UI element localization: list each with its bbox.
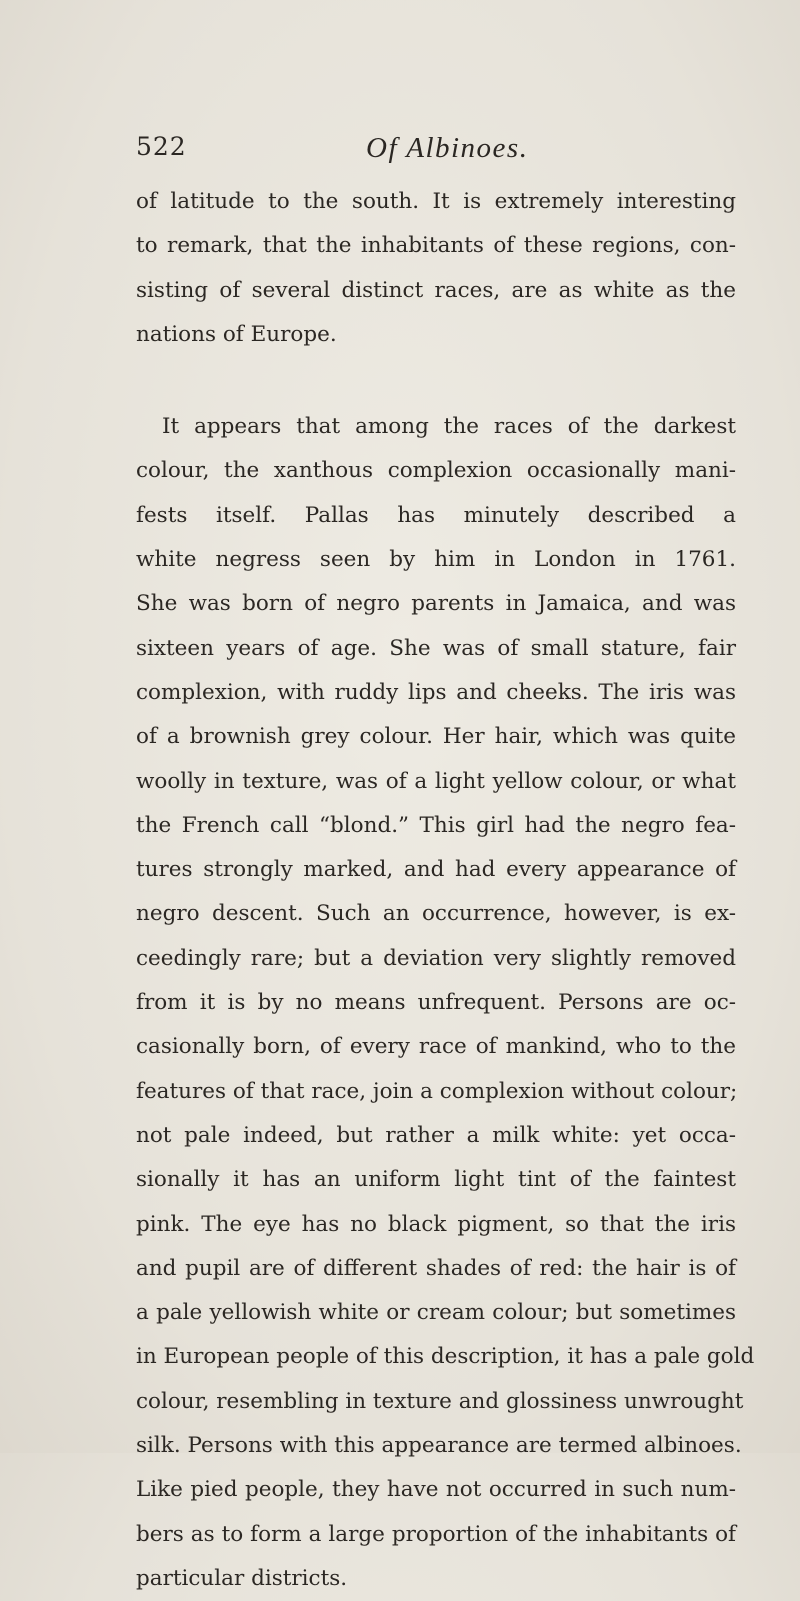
text-line: ceedingly rare; but a deviation very slightly removed: [136, 945, 736, 971]
text-line: tures strongly marked, and had every appearance of: [136, 857, 736, 883]
text-line: Like pied people, they have not occurred in such num-: [136, 1477, 736, 1503]
text-line: pink. The eye has no black pigment, so that the iris: [136, 1211, 736, 1237]
text-line: colour, resembling in texture and glossiness unwrought: [136, 1388, 744, 1414]
paragraph-2: [136, 405, 755, 1601]
page-number: 522: [136, 132, 187, 161]
text-line: complexion, with ruddy lips and cheeks. The iris was: [136, 679, 736, 705]
running-head: [136, 132, 736, 172]
paragraph-1: [136, 180, 736, 357]
text-line: to remark, that the inhabitants of these regions, con-: [136, 233, 736, 259]
paragraph-gap: [136, 357, 736, 405]
text-line: of latitude to the south. It is extremely interesting: [136, 189, 736, 214]
text-line: colour, the xanthous complexion occasionally mani-: [136, 458, 736, 484]
body-text: [136, 180, 755, 1601]
text-line: nations of Europe.: [136, 321, 337, 347]
text-line: sionally it has an uniform light tint of the faintest: [136, 1167, 736, 1193]
text-line: the French call “blond.” This girl had the negro fea-: [136, 812, 736, 838]
text-line: and pupil are of different shades of red: the hair is of: [136, 1255, 736, 1281]
text-line: from it is by no means unfrequent. Persons are oc-: [136, 990, 736, 1016]
text-line: a pale yellowish white or cream colour; but sometimes: [136, 1300, 736, 1326]
text-line: features of that race, join a complexion without colour;: [136, 1078, 738, 1104]
text-line: negro descent. Such an occurrence, however, is ex-: [136, 901, 736, 927]
text-line: white negress seen by him in London in 1761.: [136, 547, 736, 573]
text-line: fests itself. Pallas has minutely described a: [136, 502, 736, 528]
text-line: It appears that among the races of the darkest: [162, 414, 736, 440]
text-line: sisting of several distinct races, are as white as the: [136, 277, 736, 303]
running-title: Of Albinoes.: [366, 132, 529, 164]
text-line: in European people of this description, it has a pale gold: [136, 1344, 755, 1370]
text-line: particular districts.: [136, 1565, 348, 1591]
text-line: woolly in texture, was of a light yellow colour, or what: [136, 768, 736, 794]
text-line: silk. Persons with this appearance are termed albinoes.: [136, 1433, 742, 1459]
text-line: of a brownish grey colour. Her hair, which was quite: [136, 724, 736, 750]
text-line: casionally born, of every race of mankind, who to the: [136, 1034, 736, 1060]
text-line: She was born of negro parents in Jamaica, and was: [136, 591, 736, 617]
text-line: not pale indeed, but rather a milk white: yet occa-: [136, 1122, 736, 1148]
text-line: sixteen years of age. She was of small stature, fair: [136, 635, 736, 661]
text-line: bers as to form a large proportion of the inhabitants of: [136, 1521, 736, 1547]
